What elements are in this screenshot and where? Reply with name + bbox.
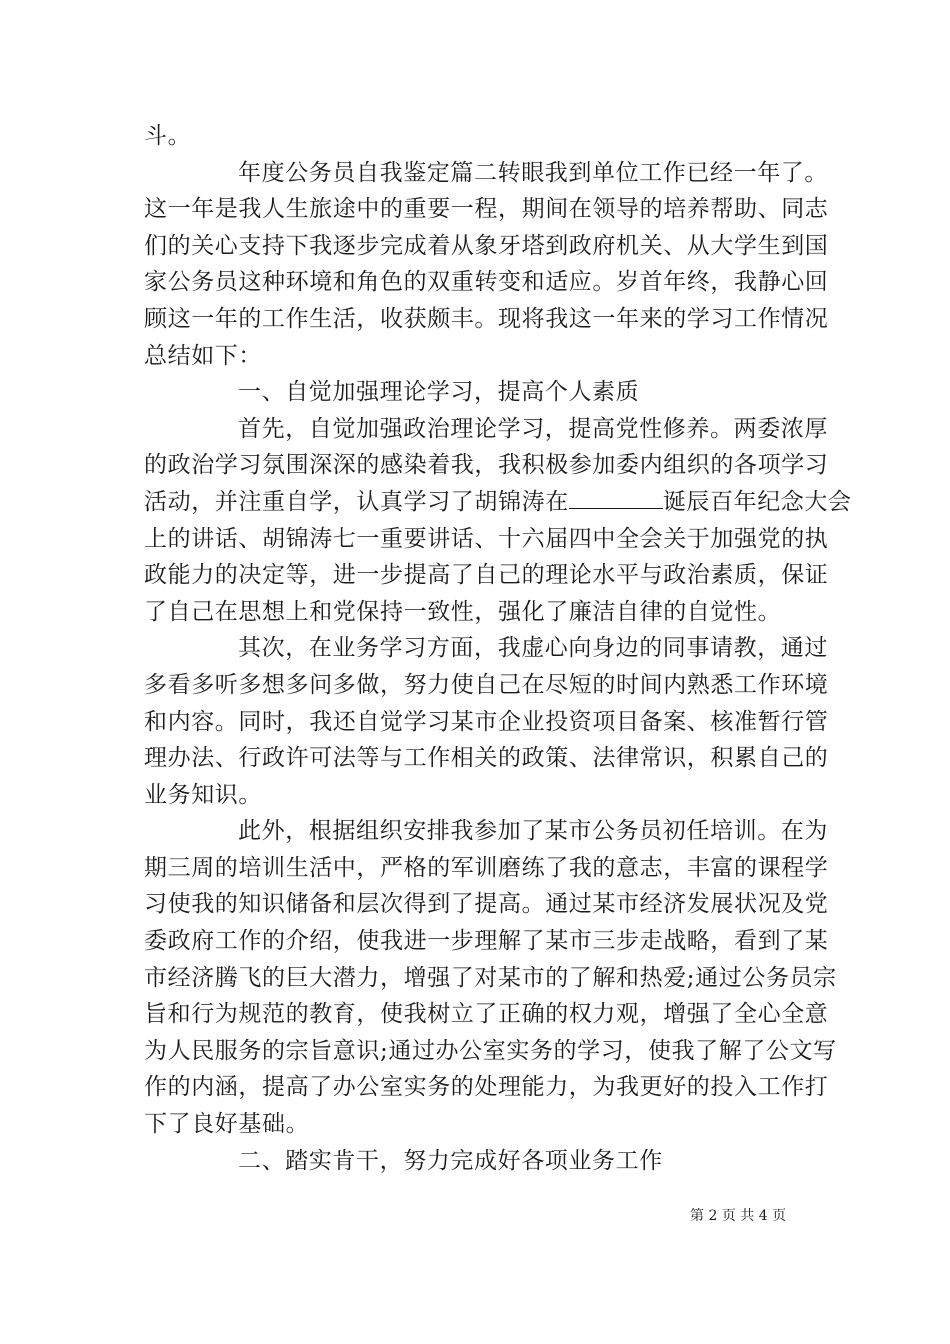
text-segment: 活动，并注重自学，认真学习了胡锦涛在: [144, 488, 569, 515]
text-line: 业务知识。: [144, 781, 262, 808]
text-line: 习使我的知识储备和层次得到了提高。通过某市经济发展状况及党: [144, 891, 829, 918]
text-line: 的政治学习氛围深深的感染着我，我积极参加委内组织的各项学习: [144, 452, 829, 479]
page-footer: [690, 1205, 820, 1225]
footer-prefix: 第: [690, 1208, 704, 1224]
text-line: 了自己在思想上和党保持一致性，强化了廉洁自律的自觉性。: [144, 598, 782, 625]
text-line: 们的关心支持下我逐步完成着从象牙塔到政府机关、从大学生到国: [144, 232, 829, 259]
text-line: 政能力的决定等，进一步提高了自己的理论水平与政治素质，保证: [144, 562, 829, 589]
text-line: 作的内涵，提高了办公室实务的处理能力，为我更好的投入工作打: [144, 1074, 829, 1101]
text-line: 顾这一年的工作生活，收获颇丰。现将我这一年来的学习工作情况: [144, 305, 829, 332]
document-body: [144, 118, 852, 1179]
text-line: 家公务员这种环境和角色的双重转变和适应。岁首年终，我静心回: [144, 269, 829, 296]
text-line: 总结如下：: [144, 342, 262, 369]
footer-middle: 页 共: [721, 1208, 755, 1224]
text-line: 期三周的培训生活中，严格的军训磨练了我的意志，丰富的课程学: [144, 854, 829, 881]
text-segment: 诞辰百年纪念大会: [662, 488, 852, 515]
text-line-with-blank: [144, 484, 852, 521]
footer-total-pages: 4: [758, 1208, 768, 1224]
text-line: 理办法、行政许可法等与工作相关的政策、法律常识，积累自己的: [144, 745, 829, 772]
text-line: 下了良好基础。: [144, 1111, 310, 1138]
text-line: 市经济腾飞的巨大潜力，增强了对某市的了解和热爱;通过公务员宗: [144, 964, 837, 991]
text-line: 斗。: [144, 123, 192, 149]
text-line: 这一年是我人生旅途中的重要一程，期间在领导的培养帮助、同志: [144, 196, 829, 223]
paragraph-start-line: 其次，在业务学习方面，我虚心向身边的同事请教，通过: [238, 635, 828, 662]
text-line: 多看多听多想多问多做，努力使自己在尽短的时间内熟悉工作环境: [144, 671, 829, 698]
footer-suffix: 页: [772, 1208, 787, 1224]
text-line: 委政府工作的介绍，使我进一步理解了某市三步走战略，看到了某: [144, 928, 829, 955]
text-line: 和内容。同时，我还自觉学习某市企业投资项目备案、核准暂行管: [144, 708, 829, 735]
section-heading-1: 一、自觉加强理论学习，提高个人素质: [238, 379, 640, 406]
paragraph-start-line: 此外，根据组织安排我参加了某市公务员初任培训。在为: [238, 818, 828, 845]
footer-page-number: 2: [708, 1208, 718, 1224]
text-line: 为人民服务的宗旨意识;通过办公室实务的学习，使我了解了公文写: [144, 1037, 837, 1064]
paragraph-start-line: 首先，自觉加强政治理论学习，提高党性修养。两委浓厚: [238, 415, 828, 442]
paragraph-start-line: 年度公务员自我鉴定篇二转眼我到单位工作已经一年了。: [238, 159, 828, 186]
text-line: 上的讲话、胡锦涛七一重要讲话、十六届四中全会关于加强党的执: [144, 525, 829, 552]
section-heading-2: 二、踏实肯干，努力完成好各项业务工作: [238, 1147, 663, 1174]
underline-blank: [569, 488, 663, 509]
text-line: 旨和行为规范的教育，使我树立了正确的权力观，增强了全心全意: [144, 1001, 829, 1028]
